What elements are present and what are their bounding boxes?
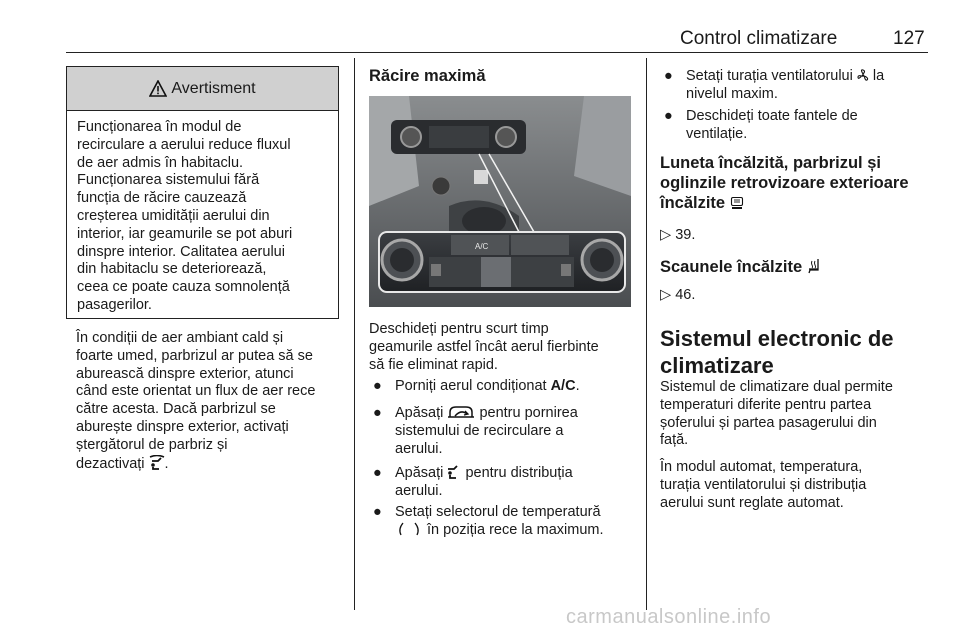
climate-panel-photo <box>369 96 631 307</box>
bullet-vents <box>660 108 954 144</box>
heading-line: oglinzile retrovizoare exterioare <box>660 174 909 192</box>
warning-line: Funcționarea în modul de <box>77 119 242 135</box>
bullet-dot: ● <box>664 108 673 124</box>
column-divider-left <box>354 58 355 610</box>
text-line: aerului. <box>395 482 443 499</box>
warning-line: pasagerilor. <box>77 296 152 313</box>
text-line: nivelul maxim. <box>686 85 778 102</box>
reference-46[interactable] <box>660 287 695 305</box>
warning-line: de aer admis în habitaclu. <box>77 154 244 171</box>
text-fragment: la <box>872 68 885 84</box>
warning-line: ceea ce poate cauza somnolență <box>77 279 290 296</box>
bullet-dot: ● <box>373 504 382 520</box>
right-paragraph-1 <box>660 379 945 450</box>
bullet-recirculation <box>369 405 660 458</box>
text-line: foarte umed, parbrizul ar putea să se <box>76 347 313 364</box>
text-line: geamurile astfel încât aerul fierbinte <box>369 338 599 355</box>
text-line: sistemului de recirculare a <box>395 422 564 439</box>
text-fragment: pentru pornirea <box>479 405 578 421</box>
text-line-with-icon <box>395 405 660 423</box>
header-rule <box>66 52 928 53</box>
text-line: aburește dinspre exterior, activați <box>76 418 289 435</box>
heading-max-cooling: Răcire maximă <box>369 67 486 85</box>
text-fragment: în poziția rece la maximum. <box>427 521 604 538</box>
page-reference-icon: ▷ <box>660 227 672 243</box>
heading-fragment: încălzite <box>660 194 726 212</box>
warning-header <box>67 67 338 111</box>
warning-triangle-icon <box>149 80 167 97</box>
warning-body <box>67 111 338 315</box>
text-fragment: Apăsați <box>395 405 444 421</box>
panel-ac-label: A/C <box>475 242 489 251</box>
bullet-fan-speed <box>660 68 954 104</box>
heading-line-with-icon <box>660 193 940 213</box>
warning-line: dinspre interior. Calitatea aerului <box>77 243 285 260</box>
warning-line: interior, iar geamurile se pot aburi <box>77 225 293 242</box>
text-line-with-icon <box>395 522 663 540</box>
heading-heated-windows <box>660 153 940 213</box>
text-line: să fie eliminat rapid. <box>369 356 498 373</box>
rear-window-heater-icon <box>730 196 744 210</box>
text-line: aburească dinspre exterior, atunci <box>76 365 294 382</box>
section-title-line: climatizare <box>660 353 774 378</box>
middle-intro <box>369 321 644 374</box>
text-fragment: dezactivați <box>76 455 145 472</box>
air-distribution-icon <box>447 465 461 479</box>
section-title <box>660 325 940 379</box>
warning-title: Avertisment <box>171 79 256 97</box>
text-line: când este orientat un flux de aer rece <box>76 383 316 400</box>
bullet-dot: ● <box>373 405 382 421</box>
warning-line: Funcționarea sistemului fără <box>77 172 260 189</box>
reference-text: 39. <box>675 227 696 243</box>
text-line: temperaturi diferite pentru partea <box>660 396 872 413</box>
text-line: În condiții de aer ambiant cald și <box>76 330 284 346</box>
warning-line: din habitaclu se deteriorează, <box>77 261 267 278</box>
climate-panel-illustration <box>369 96 631 307</box>
text-fragment: . <box>575 378 580 394</box>
heading-line: Luneta încălzită, parbrizul și <box>660 154 881 172</box>
text-line: față. <box>660 432 689 449</box>
text-line: către acesta. Dacă parbrizul se <box>76 401 276 418</box>
reference-39[interactable] <box>660 227 695 245</box>
text-line-with-icon <box>686 68 954 86</box>
right-paragraph-2 <box>660 459 945 512</box>
text-line: aerului sunt reglate automat. <box>660 494 844 511</box>
bullet-dot: ● <box>373 465 382 481</box>
heated-seat-icon <box>807 258 823 274</box>
bullet-distribution <box>369 465 660 501</box>
ac-label: A/C <box>550 378 576 394</box>
heading-heated-seats <box>660 257 823 277</box>
text-line: ventilație. <box>686 125 748 142</box>
warning-line: creșterea umidității aerului din <box>77 207 270 224</box>
text-fragment: Apăsați <box>395 465 444 481</box>
text-line-with-icon <box>395 465 660 483</box>
page-reference-icon: ▷ <box>660 287 672 303</box>
text-line: Deschideți pentru scurt timp <box>369 321 549 337</box>
text-line: ștergătorul de parbriz și <box>76 436 228 453</box>
text-line: aerului. <box>395 440 443 457</box>
page-number: 127 <box>893 28 925 49</box>
windshield-air-distribution-icon <box>149 455 165 470</box>
bullet-dot: ● <box>664 68 673 84</box>
text-line: Deschideți toate fantele de <box>686 108 858 124</box>
bullet-dot: ● <box>373 378 382 394</box>
text-fragment: Setați turația ventilatorului <box>686 68 853 84</box>
watermark: carmanualsonline.info <box>566 606 772 628</box>
text-line: Sistemul de climatizare dual permite <box>660 379 893 395</box>
text-line-with-icon <box>76 455 351 474</box>
text-line: Setați selectorul de temperatură <box>395 504 601 520</box>
left-paragraph <box>76 330 351 473</box>
bullet-temperature <box>369 504 663 540</box>
warning-box <box>66 66 339 319</box>
warning-line: recirculare a aerului reduce fluxul <box>77 136 291 153</box>
text-line: șoferului și partea pasagerului din <box>660 414 877 431</box>
text-fragment: Porniți aerul condiționat <box>395 378 547 394</box>
heading-fragment: Scaunele încălzite <box>660 258 803 276</box>
fan-icon <box>857 69 869 82</box>
text-line: turația ventilatorului și distribuția <box>660 476 867 493</box>
reference-text: 46. <box>675 287 696 303</box>
section-title-line: Sistemul electronic de <box>660 326 894 351</box>
temperature-selector-icon <box>395 522 423 536</box>
bullet-ac <box>369 378 660 396</box>
period: . <box>164 455 169 472</box>
text-line: În modul automat, temperatura, <box>660 459 863 475</box>
page-header-title: Control climatizare <box>680 28 838 49</box>
warning-line: funcția de răcire cauzează <box>77 190 247 207</box>
text-fragment: pentru distribuția <box>465 465 573 481</box>
recirculation-icon <box>447 405 475 419</box>
